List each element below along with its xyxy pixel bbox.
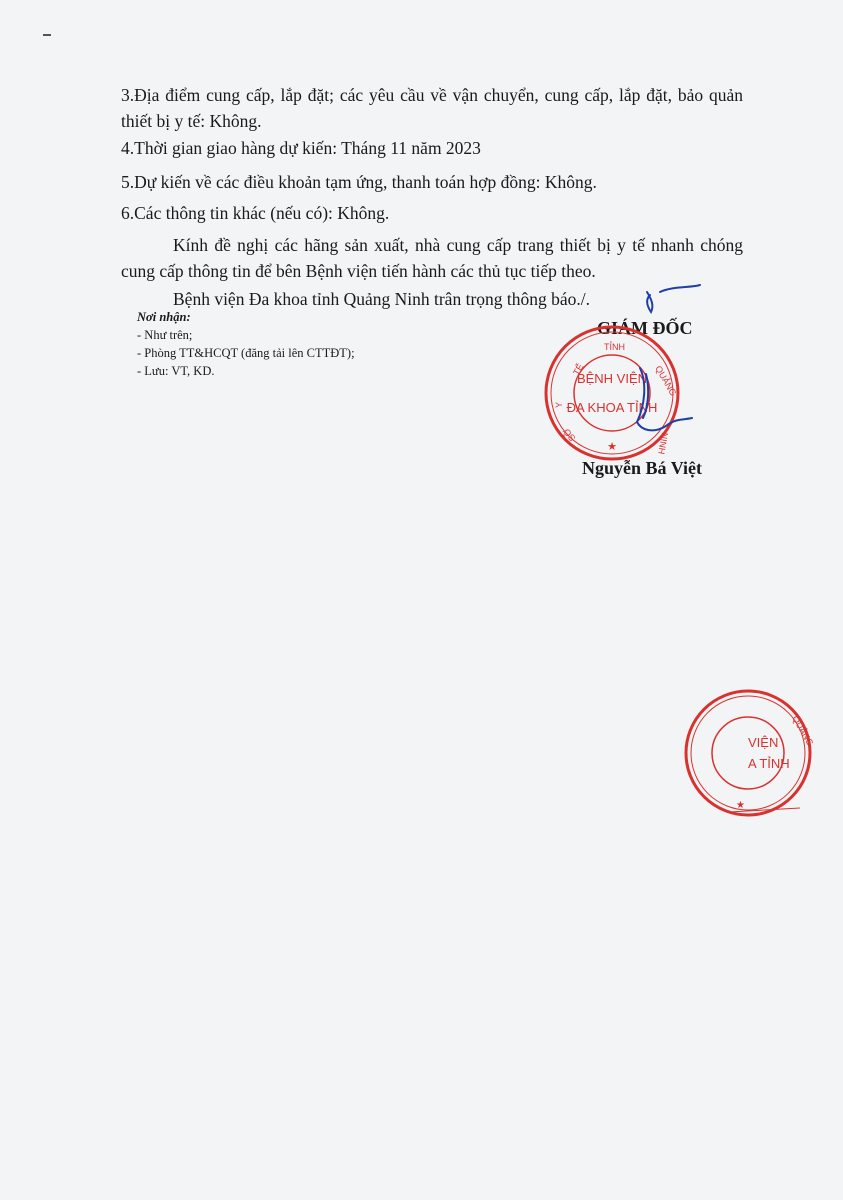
- svg-text:SỞ: SỞ: [561, 426, 578, 444]
- recipient-item: - Như trên;: [137, 328, 193, 342]
- svg-text:QUẢNG: QUẢNG: [653, 364, 679, 398]
- item-5: 5.Dự kiến về các điều khoản tạm ứng, thanh toán hợp đồng: Không.: [121, 172, 597, 192]
- signer-title: GIÁM ĐỐC: [597, 318, 693, 338]
- item-3: 3.Địa điểm cung cấp, lắp đặt; các yêu cầu về vận chuyển, cung cấp, lắp đặt, bảo quản thiết bị y tế: Không.: [121, 85, 743, 131]
- edge-stamp-line2: A TỈNH: [748, 756, 790, 771]
- recipient-item: - Lưu: VT, KD.: [137, 364, 215, 378]
- stamp-line1: BỆNH VIỆN: [576, 371, 648, 386]
- svg-text:NINH: NINH: [656, 431, 670, 456]
- closing-line: Bệnh viện Đa khoa tỉnh Quảng Ninh trân trọng thông báo./.: [173, 289, 591, 309]
- recipients-label: Nơi nhận:: [137, 310, 191, 324]
- svg-text:★: ★: [736, 800, 745, 811]
- recipient-item: - Phòng TT&HCQT (đăng tải lên CTTĐT);: [137, 346, 355, 360]
- svg-text:TẾ: TẾ: [571, 362, 586, 377]
- stamp-line2: ĐA KHOA TỈNH: [566, 400, 658, 415]
- edge-stamp-line1: VIỆN: [748, 735, 779, 750]
- item-6: 6.Các thông tin khác (nếu có): Không.: [121, 203, 390, 223]
- svg-text:TỈNH: TỈNH: [604, 342, 625, 352]
- signer-name: Nguyễn Bá Việt: [582, 458, 703, 478]
- svg-text:★: ★: [607, 441, 617, 453]
- svg-text:Y: Y: [554, 401, 564, 408]
- item-4: 4.Thời gian giao hàng dự kiến: Tháng 11 năm 2023: [121, 138, 481, 158]
- svg-text:QUẢNG: QUẢNG: [790, 714, 816, 748]
- request-paragraph: Kính đề nghị các hãng sản xuất, nhà cung cấp trang thiết bị y tế nhanh chóng cung cấp thông tin để bên Bệnh viện tiến hành các thủ tục tiếp theo.: [121, 235, 743, 281]
